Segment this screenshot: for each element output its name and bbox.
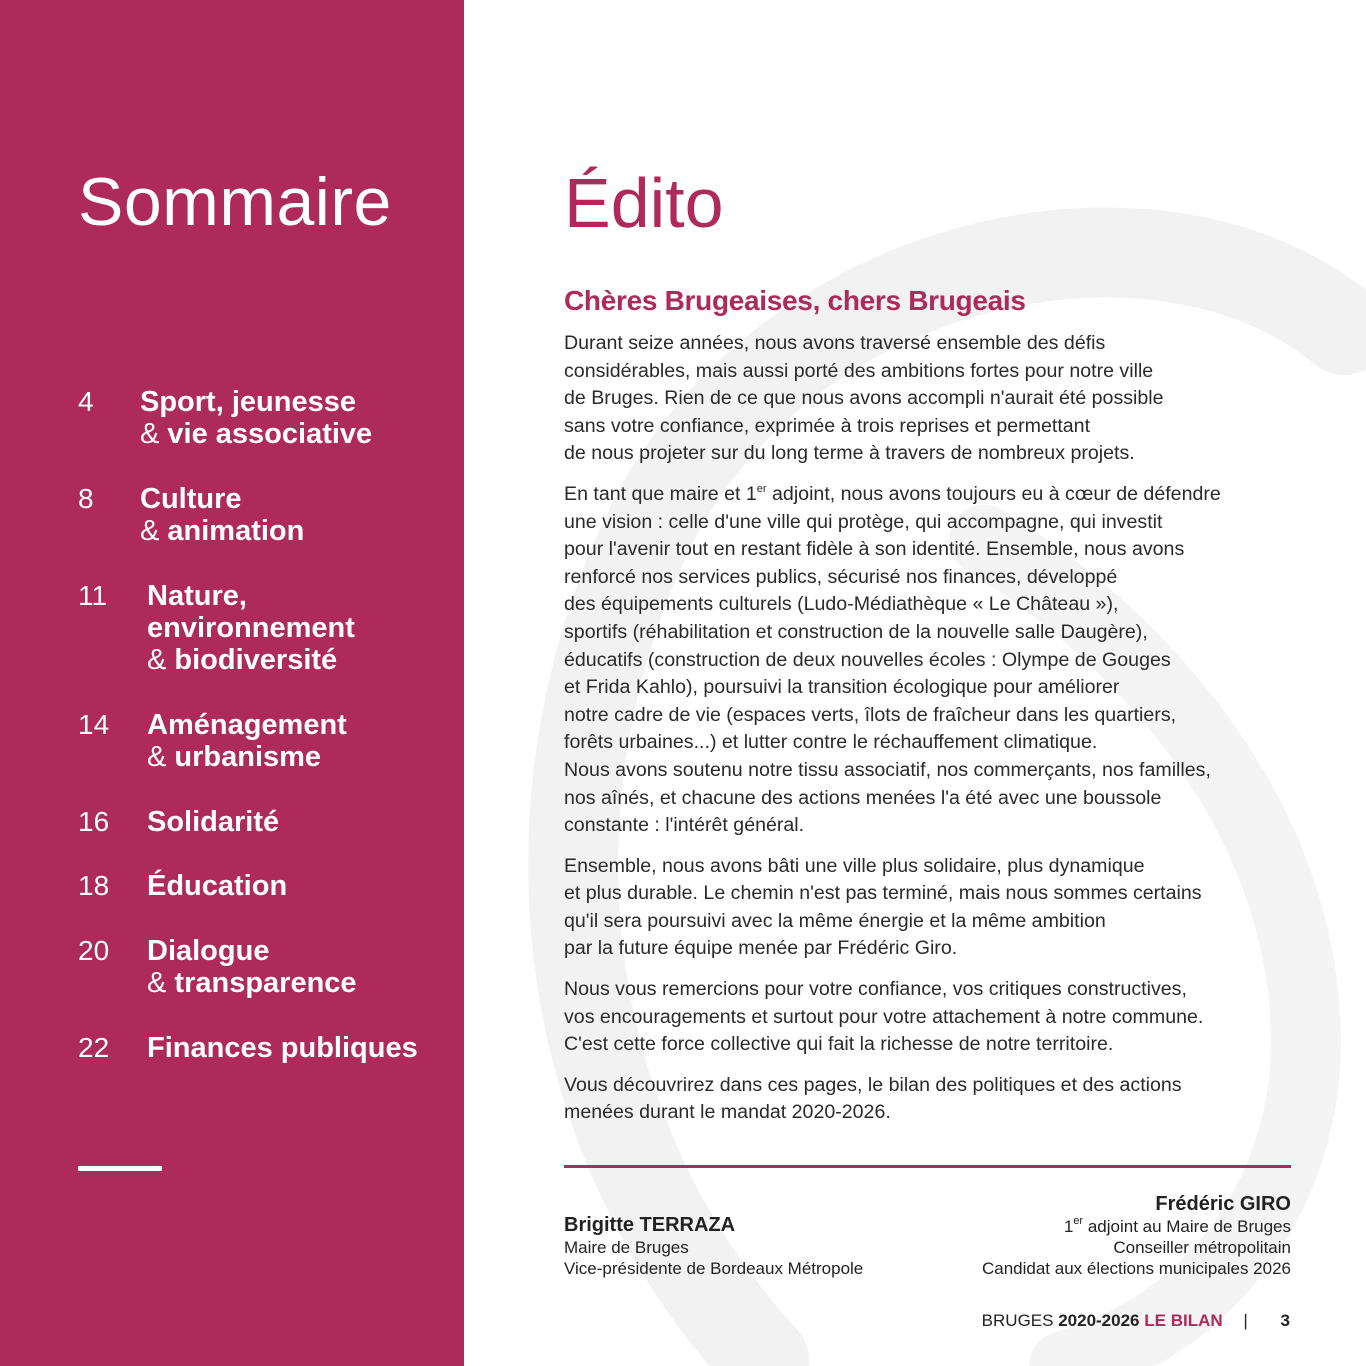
page-number: 3 xyxy=(1280,1311,1290,1330)
sidebar-panel xyxy=(0,0,464,1366)
signature-divider xyxy=(564,1165,1291,1168)
signatory-name: Brigitte TERRAZA xyxy=(564,1214,736,1236)
toc-page-number: 14 xyxy=(78,709,110,740)
paragraph-2: En tant que maire et 1er adjoint, nous avons toujours eu à cœur de défendre une vision : celle d'une ville qui protège, qui accompagne, qui investit pour l'avenir tout en restant fidèle à son identité. Ensemble, nous avons renforcé nos services publics, sécurisé nos finances, développé des équipements culturels (Ludo-Médiathèque « Le Château »), sportifs (réhabilitation et construction de la nouvelle salle Daugère), éducatifs (construction de deux nouvelles écoles : Olympe de Gouges et Frida Kahlo), poursuivi la transition écologique pour améliorer notre cadre de vie (espaces verts, îlots de fraîcheur dans les quartiers, forêts urbaines...) et lutter contre le réchauffement climatique. Nous avons soutenu notre tissu associatif, nos commerçants, nos familles, nos aînés, et chacune des actions menées l'a été avec une boussole constante : l'intérêt général. xyxy=(564,482,1221,837)
toc-label: Finances publiques xyxy=(147,1032,418,1064)
signature-terraza xyxy=(564,1213,863,1279)
paragraph-5: Vous découvrirez dans ces pages, le bilan des politiques et des actions menées durant le mandat 2020-2026. xyxy=(564,1073,1182,1124)
paragraph-1: Durant seize années, nous avons traversé ensemble des défis considérables, mais aussi porté des ambitions fortes pour notre ville de Bruges. Rien de ce que nous avons accompli n'aurait été possible sans votre confiance, exprimée à trois reprises et permettant de nous projeter sur du long terme à travers de nombreux projets. xyxy=(564,332,1164,465)
sidebar-title: Sommaire xyxy=(78,164,392,240)
signature-giro xyxy=(982,1192,1291,1279)
toc-label: Solidarité xyxy=(147,806,280,838)
page-footer xyxy=(982,1311,1290,1331)
toc-label: Sport, jeunesse & vie associative xyxy=(140,386,373,450)
signatory-role: 1er adjoint au Maire de Bruges xyxy=(1063,1215,1291,1236)
toc-page-number: 16 xyxy=(78,806,110,837)
sidebar-divider xyxy=(78,1166,162,1171)
footer-separator: | xyxy=(1243,1311,1248,1330)
toc-label: Culture & animation xyxy=(140,483,305,547)
signatory-role: Maire de Bruges xyxy=(564,1238,689,1257)
signatory-role: Vice-présidente de Bordeaux Métropole xyxy=(564,1259,864,1278)
paragraph-4: Nous vous remercions pour votre confiance, vos critiques constructives, vos encouragements et surtout pour votre attachement à notre commune. C'est cette force collective qui fait la richesse de notre territoire. xyxy=(564,978,1204,1056)
toc-page-number: 4 xyxy=(78,386,94,417)
toc-page-number: 20 xyxy=(78,935,110,966)
footer-bilan: LE BILAN xyxy=(1144,1311,1223,1330)
toc-page-number: 11 xyxy=(78,580,108,611)
footer-town: BRUGES xyxy=(981,1311,1054,1330)
signatory-role: Conseiller métropolitain xyxy=(1113,1238,1291,1257)
edito-title: Édito xyxy=(564,164,724,242)
toc-label: Nature, environnement & biodiversité xyxy=(147,580,355,676)
paragraph-3: Ensemble, nous avons bâti une ville plus solidaire, plus dynamique et plus durable. Le chemin n'est pas terminé, mais nous sommes certains qu'il sera poursuivi avec la même énergie et la même ambition par la future équipe menée par Frédéric Giro. xyxy=(564,854,1202,960)
signatory-role: Candidat aux élections municipales 2026 xyxy=(981,1259,1291,1278)
toc-page-number: 8 xyxy=(78,483,94,514)
greeting-heading: Chères Brugeaises, chers Brugeais xyxy=(564,285,1026,316)
footer-years: 2020-2026 xyxy=(1058,1311,1140,1330)
toc-page-number: 22 xyxy=(78,1032,110,1063)
edito-body xyxy=(564,330,1294,1140)
toc-label: Éducation xyxy=(147,870,288,902)
toc-label: Dialogue & transparence xyxy=(147,935,357,999)
signatory-name: Frédéric GIRO xyxy=(1155,1193,1291,1215)
toc-page-number: 18 xyxy=(78,870,110,901)
toc-label: Aménagement & urbanisme xyxy=(147,709,347,773)
